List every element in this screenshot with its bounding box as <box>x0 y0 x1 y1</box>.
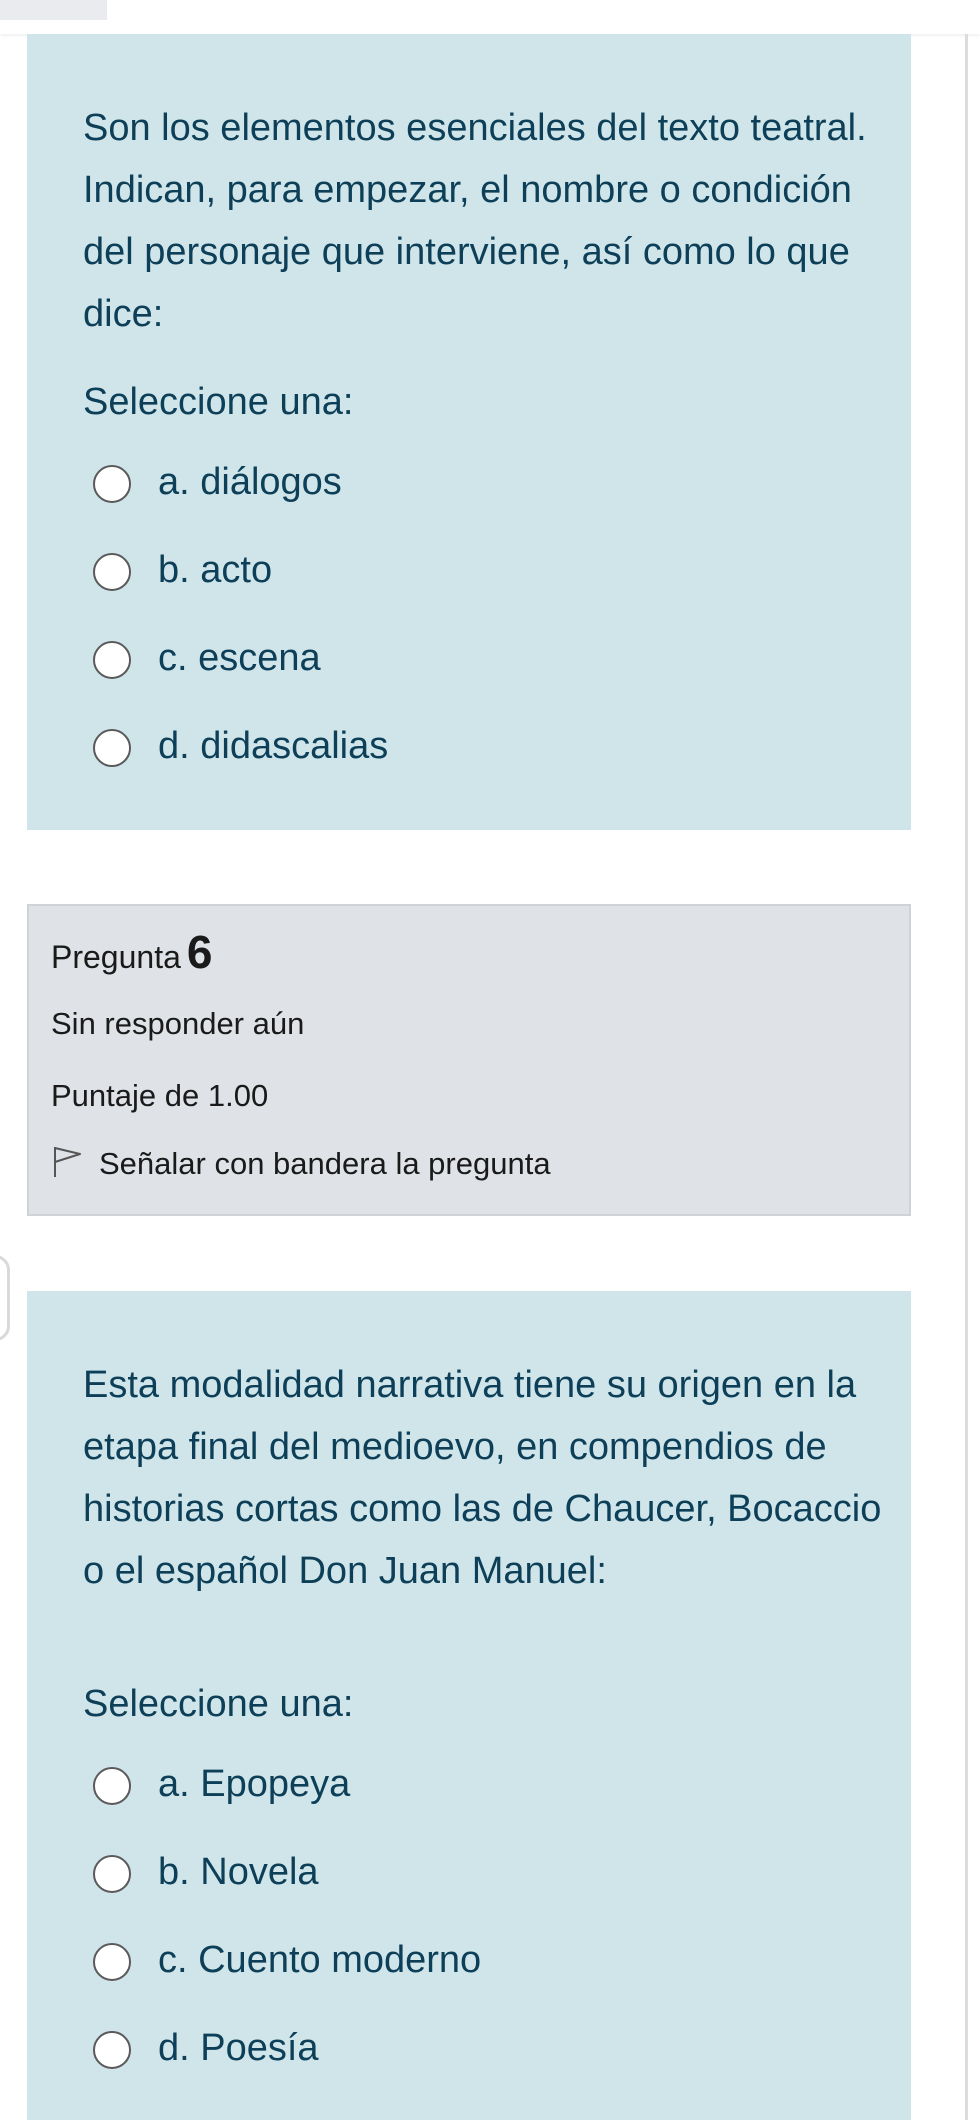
right-border <box>965 34 968 2120</box>
radio-button[interactable] <box>93 2031 131 2069</box>
question-5-option-a[interactable] <box>93 454 388 542</box>
radio-button[interactable] <box>93 729 131 767</box>
question-number-label <box>51 928 212 981</box>
question-5-option-b[interactable] <box>93 542 388 630</box>
question-6-option-c[interactable] <box>93 1932 481 2020</box>
question-score: Puntaje de 1.00 <box>51 1078 269 1113</box>
question-5-select-label: Seleccione una: <box>83 381 354 423</box>
option-label: d. Poesía <box>158 2027 319 2069</box>
question-6-info <box>27 904 911 1216</box>
question-5-option-c[interactable] <box>93 630 388 718</box>
radio-button[interactable] <box>93 465 131 503</box>
question-6-options <box>93 1756 481 2108</box>
radio-button[interactable] <box>93 641 131 679</box>
question-status: Sin responder aún <box>51 1006 305 1041</box>
radio-button[interactable] <box>93 553 131 591</box>
question-5-option-d[interactable] <box>93 718 388 806</box>
question-5-options <box>93 454 388 806</box>
option-label: a. diálogos <box>158 461 342 503</box>
flag-question-label[interactable]: Señalar con bandera la pregunta <box>99 1146 551 1181</box>
option-label: c. Cuento moderno <box>158 1939 482 1981</box>
question-6-formulation <box>27 1291 911 2120</box>
top-tab <box>0 0 107 20</box>
radio-button[interactable] <box>93 1767 131 1805</box>
radio-button[interactable] <box>93 1943 131 1981</box>
option-label: c. escena <box>158 637 321 679</box>
side-drawer-handle[interactable] <box>0 1255 10 1341</box>
question-5-prompt: Son los elementos esenciales del texto teatral. Indican, para empezar, el nombre o condición del personaje que interviene, así como lo que dice: <box>83 107 867 335</box>
top-bar <box>0 0 980 34</box>
radio-button[interactable] <box>93 1855 131 1893</box>
question-6-select-label: Seleccione una: <box>83 1683 354 1725</box>
option-label: b. Novela <box>158 1851 319 1893</box>
question-label-text: Pregunta <box>51 939 181 975</box>
question-number: 6 <box>186 926 213 978</box>
option-label: a. Epopeya <box>158 1763 351 1805</box>
question-6-option-d[interactable] <box>93 2020 481 2108</box>
question-5-formulation <box>27 34 911 830</box>
flag-question-link[interactable] <box>51 1142 551 1186</box>
question-6-option-a[interactable] <box>93 1756 481 1844</box>
option-label: b. acto <box>158 549 273 591</box>
question-6-option-b[interactable] <box>93 1844 481 1932</box>
option-label: d. didascalias <box>158 725 389 767</box>
flag-icon[interactable] <box>51 1145 85 1184</box>
question-6-prompt: Esta modalidad narrativa tiene su origen en la etapa final del medioevo, en compendios de historias cortas como las de Chaucer, Bocaccio o el español Don Juan Manuel: <box>83 1364 882 1592</box>
